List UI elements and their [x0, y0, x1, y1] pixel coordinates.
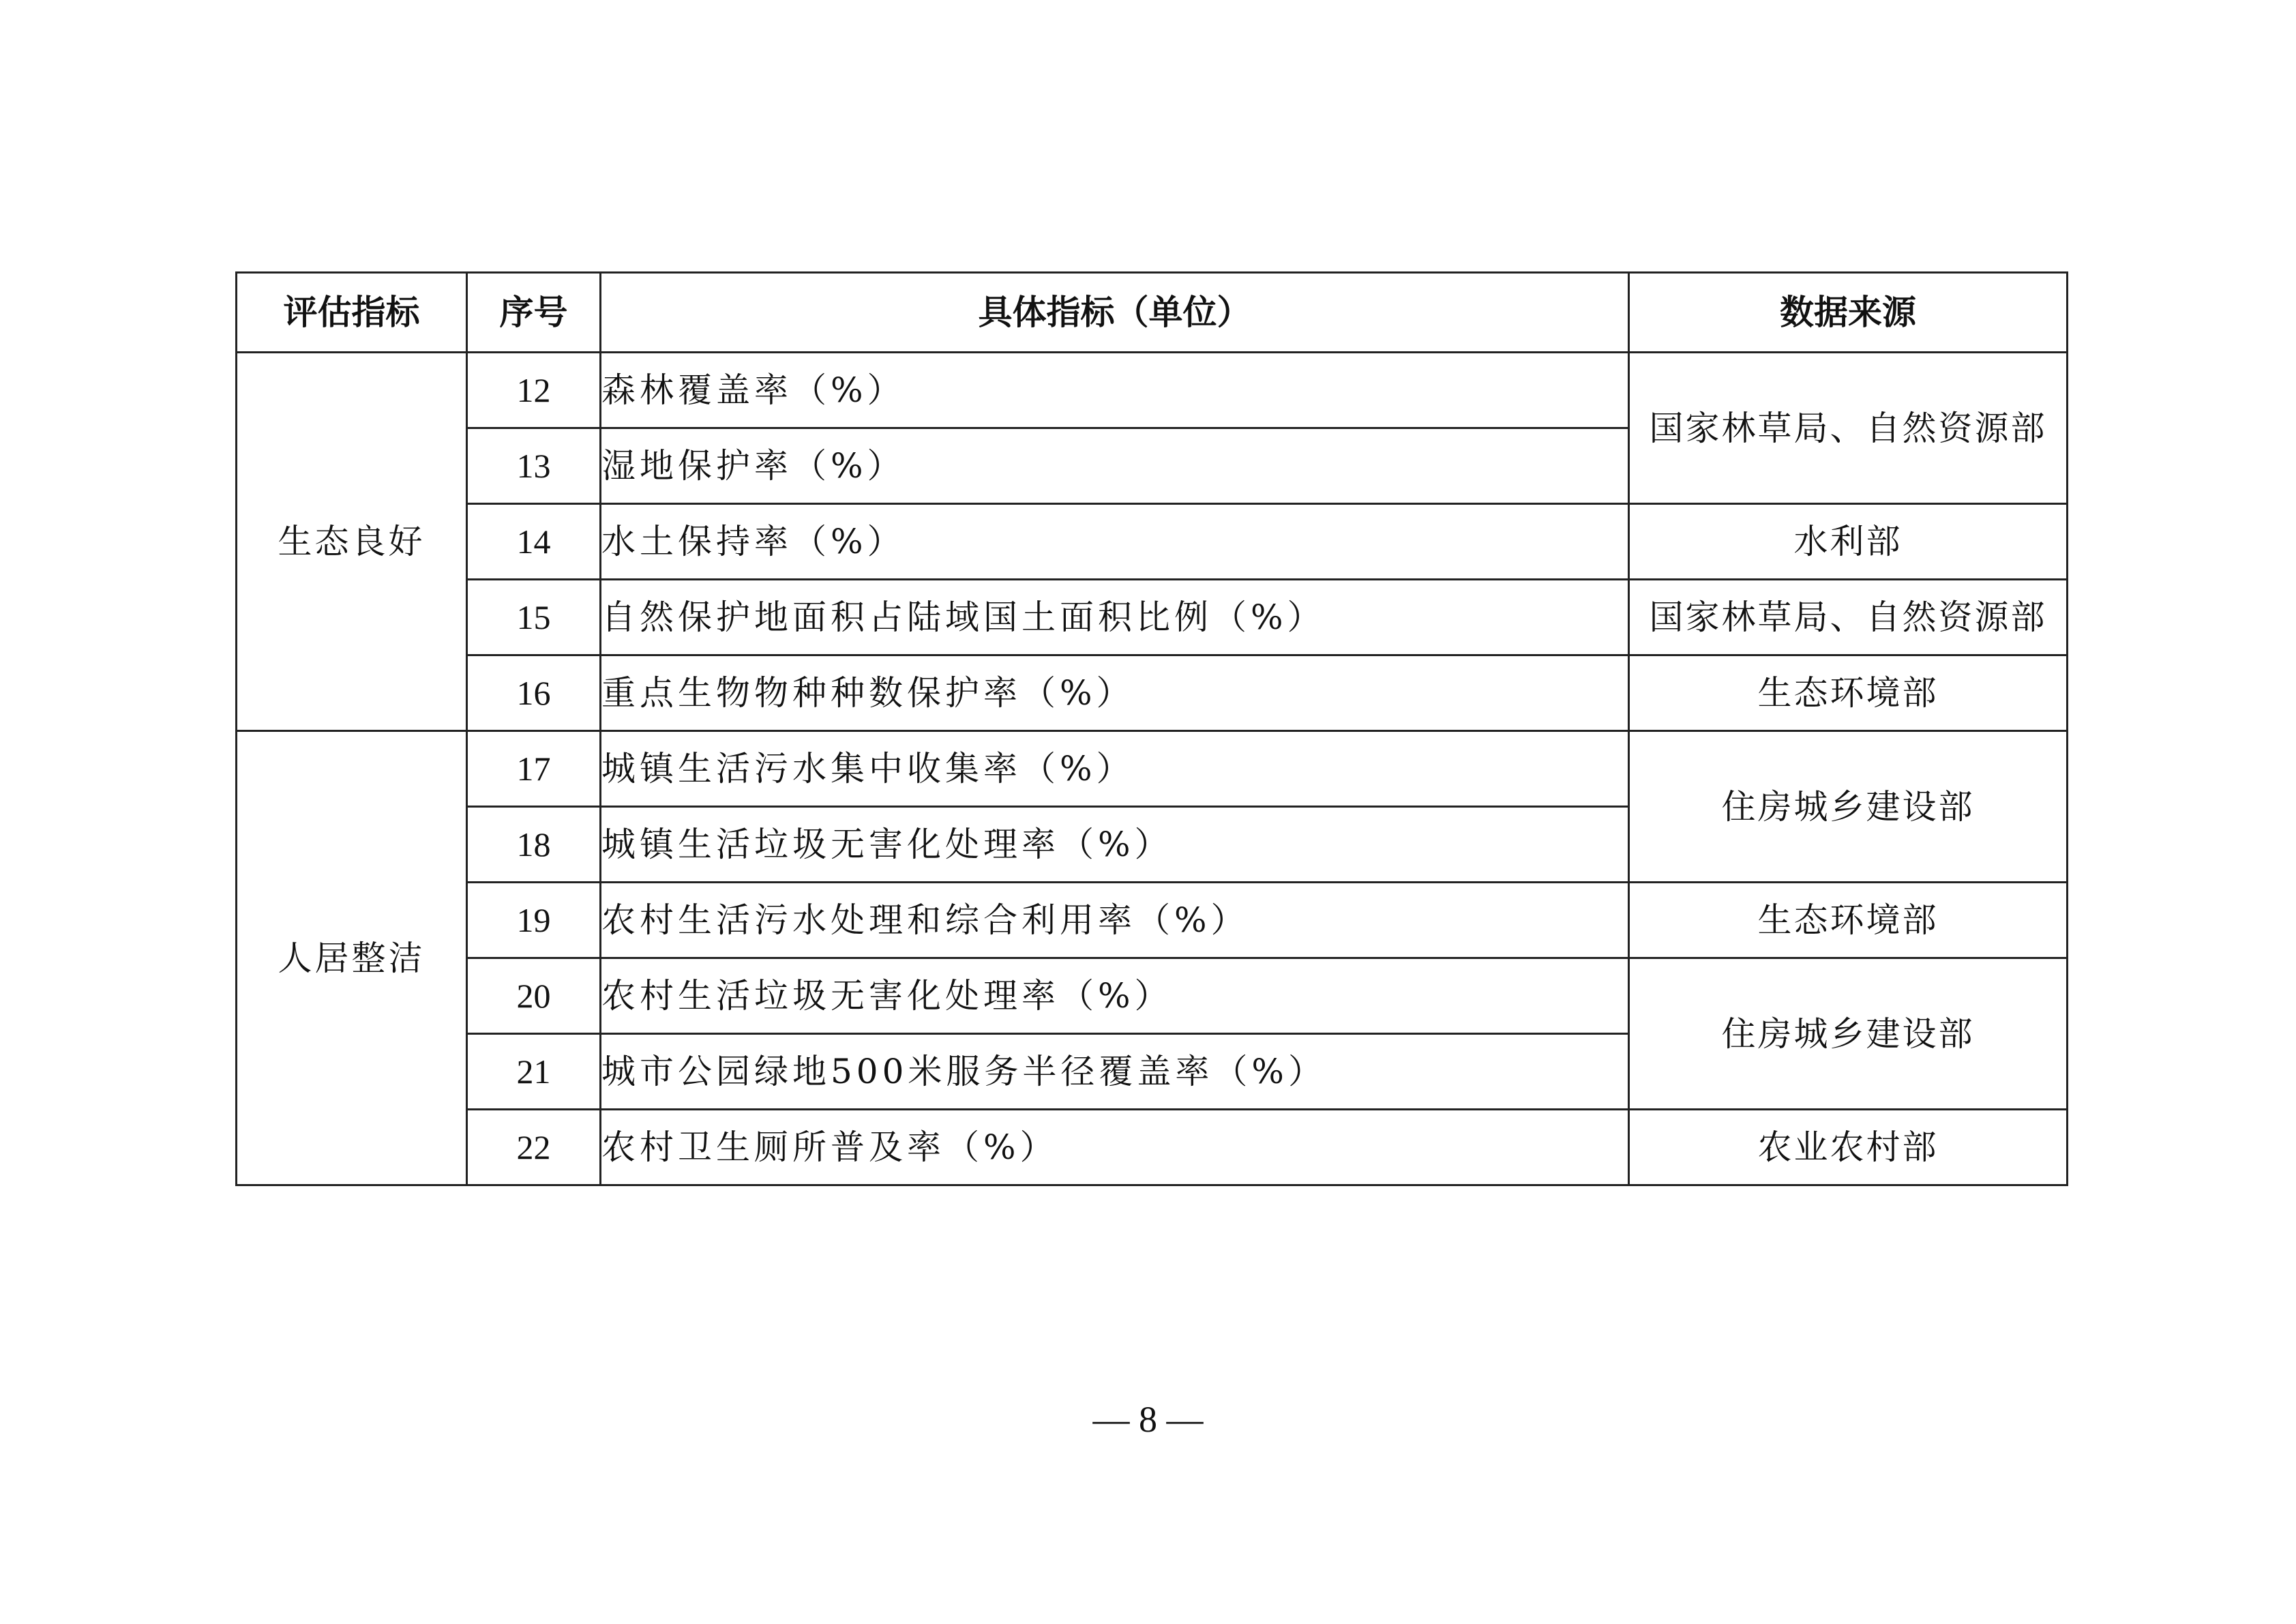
table-row — [237, 504, 2068, 580]
header-source: 数据来源 — [1629, 273, 2068, 353]
category-cell: 人居整洁 — [237, 731, 467, 1185]
indicator-cell: 森林覆盖率（%） — [601, 353, 1629, 428]
indicator-cell: 农村卫生厕所普及率（%） — [601, 1110, 1629, 1185]
table-row — [237, 353, 2068, 428]
row-number: 20 — [467, 958, 601, 1034]
table-row — [237, 731, 2068, 807]
source-cell: 国家林草局、自然资源部 — [1629, 580, 2068, 655]
row-number: 18 — [467, 807, 601, 883]
row-number: 17 — [467, 731, 601, 807]
source-cell: 生态环境部 — [1629, 655, 2068, 731]
indicator-cell: 城市公园绿地500米服务半径覆盖率（%） — [601, 1034, 1629, 1110]
indicator-cell: 城镇生活垃圾无害化处理率（%） — [601, 807, 1629, 883]
row-number: 19 — [467, 883, 601, 958]
row-number: 14 — [467, 504, 601, 580]
indicator-cell: 农村生活污水处理和综合利用率（%） — [601, 883, 1629, 958]
row-number: 15 — [467, 580, 601, 655]
indicator-cell: 重点生物物种种数保护率（%） — [601, 655, 1629, 731]
category-cell: 生态良好 — [237, 353, 467, 731]
header-category: 评估指标 — [237, 273, 467, 353]
table-row — [237, 580, 2068, 655]
indicator-cell: 自然保护地面积占陆域国土面积比例（%） — [601, 580, 1629, 655]
header-row — [237, 273, 2068, 353]
row-number: 12 — [467, 353, 601, 428]
table-row — [237, 655, 2068, 731]
header-indicator: 具体指标（单位） — [601, 273, 1629, 353]
header-number: 序号 — [467, 273, 601, 353]
table-row — [237, 883, 2068, 958]
source-cell: 国家林草局、自然资源部 — [1629, 353, 2068, 504]
row-number: 13 — [467, 428, 601, 504]
indicator-cell: 农村生活垃圾无害化处理率（%） — [601, 958, 1629, 1034]
indicator-cell: 城镇生活污水集中收集率（%） — [601, 731, 1629, 807]
indicator-cell: 水土保持率（%） — [601, 504, 1629, 580]
page-number: — 8 — — [1092, 1399, 1204, 1440]
row-number: 22 — [467, 1110, 601, 1185]
table-row — [237, 1110, 2068, 1185]
source-cell: 住房城乡建设部 — [1629, 958, 2068, 1110]
indicator-table — [235, 271, 2068, 1186]
source-cell: 住房城乡建设部 — [1629, 731, 2068, 883]
source-cell: 农业农村部 — [1629, 1110, 2068, 1185]
source-cell: 生态环境部 — [1629, 883, 2068, 958]
row-number: 16 — [467, 655, 601, 731]
row-number: 21 — [467, 1034, 601, 1110]
indicator-cell: 湿地保护率（%） — [601, 428, 1629, 504]
table-row — [237, 958, 2068, 1034]
source-cell: 水利部 — [1629, 504, 2068, 580]
